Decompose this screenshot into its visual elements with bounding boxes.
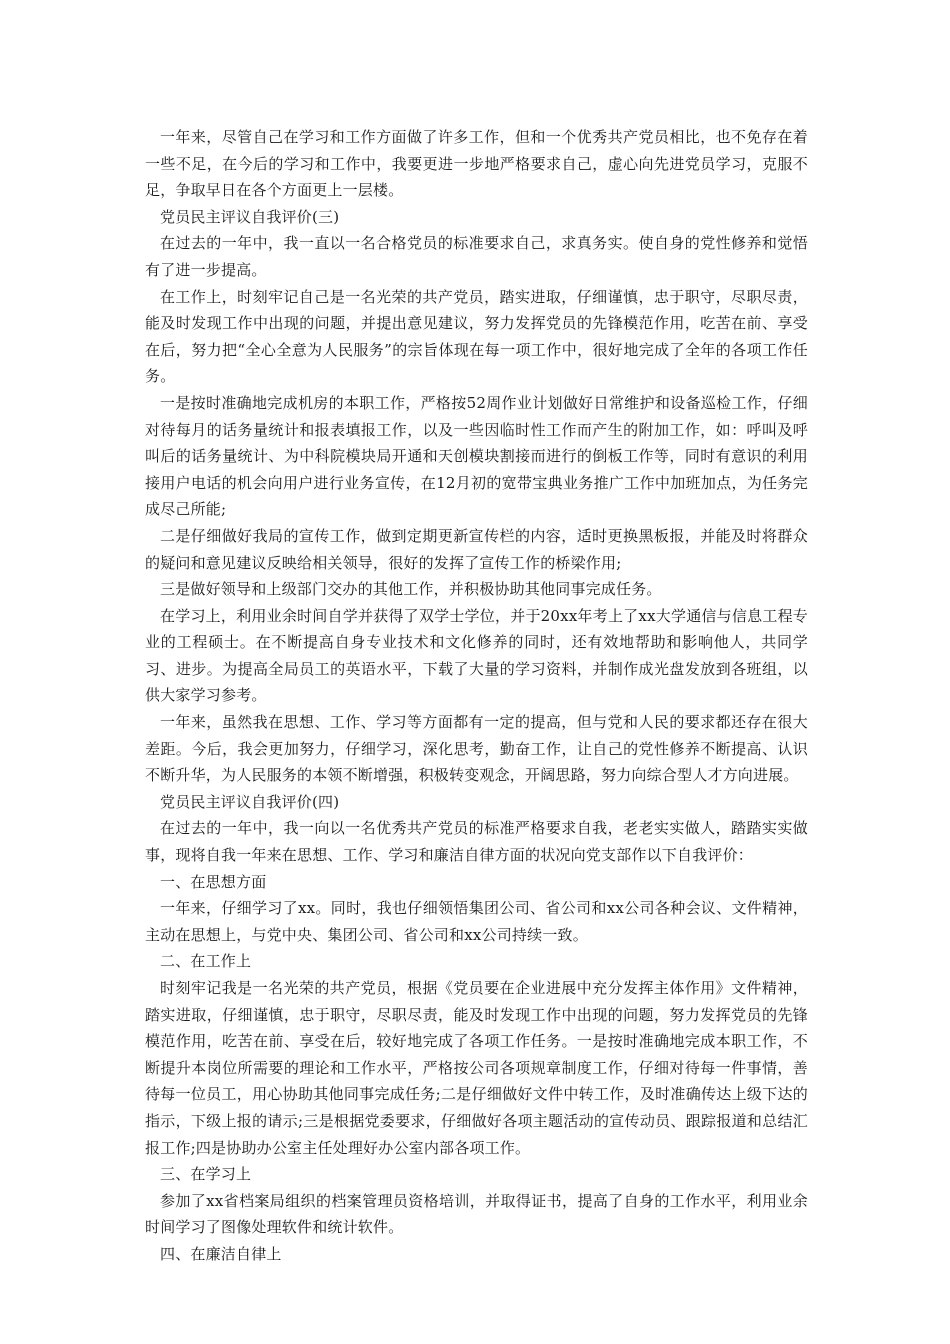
paragraph-item-one: 一是按时准确地完成机房的本职工作，严格按52周作业计划做好日常维护和设备巡检工作，仔细对待每月的话务量统计和报表填报工作，以及一些因临时性工作而产生的附加工作，如：呼叫及呼叫后的话务量统计、为中科院模块局开通和天创模块割接而进行的倒板工作等，同时有意识的利用接用户电话的机会向用户进行业务宣传，在12月初的宽带宝典业务推广工作中加班加点，为任务完成尽己所能; bbox=[145, 393, 808, 519]
paragraph-work-3: 在工作上，时刻牢记自己是一名光荣的共产党员，踏实进取，仔细谨慎，忠于职守，尽职尽责，能及时发现工作中出现的问题，并提出意见建议，努力发挥党员的先锋模范作用，吃苦在前、享受在后，努力把“全心全意为人民服务”的宗旨体现在每一项工作中，很好地完成了全年的各项工作任务。 bbox=[145, 287, 808, 386]
paragraph-intro-4: 在过去的一年中，我一向以一名优秀共产党员的标准严格要求自我，老老实实做人，踏踏实实做事，现将自我一年来在思想、工作、学习和廉洁自律方面的状况向党支部作以下自我评价： bbox=[145, 819, 808, 865]
paragraph-thought: 一年来，仔细学习了xx。同时，我也仔细领悟集团公司、省公司和xx公司各种会议、文件精神，主动在思想上，与党中央、集团公司、省公司和xx公司持续一致。 bbox=[145, 899, 808, 944]
document-body bbox=[145, 124, 808, 1268]
paragraph-item-three: 三是做好领导和上级部门交办的其他工作，并积极协助其他同事完成任务。 bbox=[160, 580, 662, 599]
subheading-study: 三、在学习上 bbox=[160, 1165, 252, 1184]
subheading-work: 二、在工作上 bbox=[160, 952, 252, 971]
paragraph-work-4: 时刻牢记我是一名光荣的共产党员，根据《党员要在企业进展中充分发挥主体作用》文件精神，踏实进取，仔细谨慎，忠于职守，尽职尽责，能及时发现工作中出现的问题，努力发挥党员的先锋模范作用，吃苦在前、享受在后，较好地完成了各项工作任务。一是按时准确地完成本职工作，不断提升本岗位所需要的理论和工作水平，严格按公司各项规章制度工作，仔细对待每一件事情，善待每一位员工，用心协助其他同事完成任务;二是仔细做好文件中转工作，及时准确传达上级下达的指示，下级上报的请示;三是根据党委要求，仔细做好各项主题活动的宣传动员、跟踪报道和总结汇报工作;四是协助办公室主任处理好办公室内部各项工作。 bbox=[145, 979, 808, 1157]
paragraph-summary-3: 一年来，虽然我在思想、工作、学习等方面都有一定的提高，但与党和人民的要求都还存在很大差距。今后，我会更加努力，仔细学习，深化思考，勤奋工作，让自己的党性修养不断提高、认识不断升华，为人民服务的本领不断增强，积极转变观念，开阔思路，努力向综合型人才方向进展。 bbox=[145, 713, 808, 785]
paragraph-study-3: 在学习上，利用业余时间自学并获得了双学士学位，并于20xx年考上了xx大学通信与信息工程专业的工程硕士。在不断提高自身专业技术和文化修养的同时，还有效地帮助和影响他人，共同学习、进步。为提高全局员工的英语水平，下载了大量的学习资料，并制作成光盘发放到各班组，以供大家学习参考。 bbox=[145, 606, 808, 705]
paragraph-study-4: 参加了xx省档案局组织的档案管理员资格培训，并取得证书，提高了自身的工作水平，利用业余时间学习了图像处理软件和统计软件。 bbox=[145, 1191, 808, 1237]
paragraph-closing-summary: 一年来，尽管自己在学习和工作方面做了许多工作，但和一个优秀共产党员相比，也不免存在着一些不足，在今后的学习和工作中，我要更进一步地严格要求自己，虚心向先进党员学习，克服不足，争取早日在各个方面更上一层楼。 bbox=[145, 128, 808, 200]
subheading-integrity: 四、在廉洁自律上 bbox=[160, 1244, 282, 1263]
paragraph-intro-3: 在过去的一年中，我一直以一名合格党员的标准要求自己，求真务实。使自身的党性修养和觉悟有了进一步提高。 bbox=[145, 234, 808, 279]
paragraph-item-two: 二是仔细做好我局的宣传工作，做到定期更新宣传栏的内容，适时更换黑板报，并能及时将群众的疑问和意见建议反映给相关领导，很好的发挥了宣传工作的桥梁作用; bbox=[145, 526, 808, 572]
section-heading-3: 党员民主评议自我评价(三) bbox=[160, 207, 340, 226]
subheading-thought: 一、在思想方面 bbox=[160, 872, 267, 891]
section-heading-4: 党员民主评议自我评价(四) bbox=[160, 792, 340, 811]
